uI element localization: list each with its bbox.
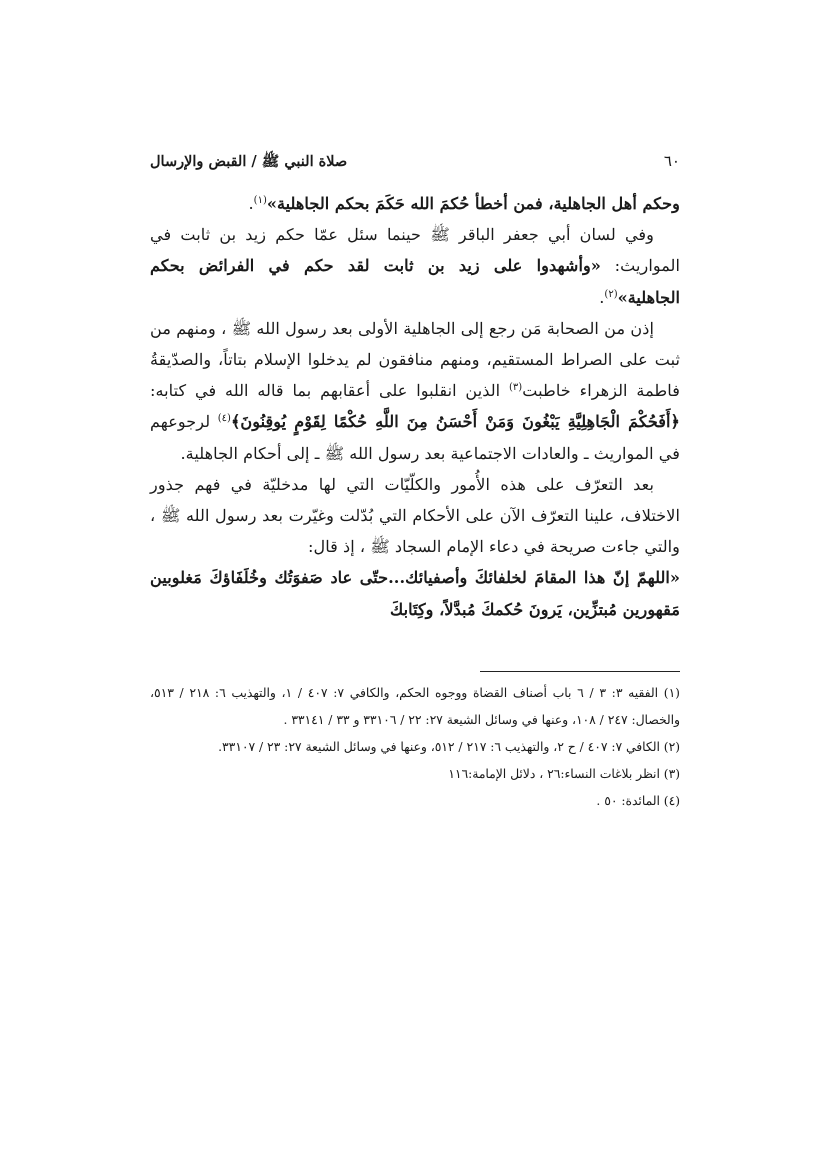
paragraph-2-quote: «وأشهدوا على زيد بن ثابت لقد حكم في الفرائض بحكم الجاهلية» xyxy=(150,256,680,307)
footnotes xyxy=(150,680,680,815)
main-text xyxy=(150,188,680,625)
footnote-2: (٢) الكافي ٧: ٤٠٧ / ح ٢، والتهذيب ٦: ٢١٧ / ٥١٢، وعنها في وسائل الشيعة ٢٧: ٢٣ / ٣٣١٠٧. xyxy=(218,739,680,754)
paragraph-3-part-2: الذين انقلبوا على أعقابهم بما قاله الله في كتابه: xyxy=(150,381,509,401)
footnote-ref-1: (١) xyxy=(253,195,267,206)
footnote-separator xyxy=(480,671,680,672)
footnote-1: (١) الفقيه ٣: ٣ / ٦ باب أصناف القضاة ووجوه الحكم، والكافي ٧: ٤٠٧ / ١، والتهذيب ٦: ٢١٨ / ٥١٣، والخصال: ٢٤٧ / ١٠٨، وعنها في وسائل الشيعة ٢٧: ٢٢ / ٣٣١٠٦ و ٣٣ / ٣٣١٤١ . xyxy=(150,685,680,727)
footnote-3: (٣) انظر بلاغات النساء:٢٦ ، دلائل الإمامة:١١٦ xyxy=(448,766,680,781)
footnote-ref-4: (٤) xyxy=(217,413,231,425)
footnote-ref-3: (٣) xyxy=(509,382,523,394)
paragraph-3-part-1: إذن من الصحابة مَن رجع إلى الجاهلية الأولى بعد رسول الله ﷺ ، ومنهم من ثبت على الصراط المستقيم، ومنهم منافقون لم يدخلوا الإسلام بتاتاً، والصدّيقةُ فاطمة الزهراء خاطبت xyxy=(150,318,680,401)
running-header xyxy=(150,152,680,174)
quote-continuation: وحكم أهل الجاهلية، فمن أخطأ حُكمَ الله حَكَمَ بحكم الجاهلية» xyxy=(266,194,680,213)
footnote-ref-2: (٢) xyxy=(604,288,618,300)
paragraph-4: بعد التعرّف على هذه الأُمور والكلّيّات التي لها مدخليّة في فهم جذور الاختلاف، علينا التعرّف الآن على الأحكام التي بُدّلت وغيّرت بعد رسول الله ﷺ ، والتي جاءت صريحة في دعاء الإمام السجاد ﷺ ، إذ قال: xyxy=(150,474,680,557)
paragraph-2: وفي لسان أبي جعفر الباقر ﷺ حينما سئل عمّا حكم زيد بن ثابت في المواريث: «وأشهدوا على زيد بن ثابت لقد حكم في الفرائض بحكم الجاهلية»$^{(٢)}$. xyxy=(150,225,680,307)
quran-verse: ﴿أَفَحُكْمَ الْجَاهِلِيَّةِ يَبْغُونَ وَمَنْ أَحْسَنُ مِنَ اللَّهِ حُكْمًا لِقَوْمٍ يُوقِنُونَ﴾ xyxy=(230,412,680,432)
paragraph-3 xyxy=(150,313,680,469)
paragraph-2-intro: وفي لسان أبي جعفر الباقر ﷺ حينما سئل عمّا حكم زيد بن ثابت في المواريث: xyxy=(150,225,680,276)
supplication-text: «اللهمّ إنّ هذا المقامَ لخلفائكَ وأصفيائك...حتّى عاد صَفوَتُك وخُلَفَاؤكَ مَغلوبين مَقهورين مُبتزِّين، يَرونَ حُكمكَ مُبدَّلاً، وكِتَابكَ xyxy=(150,568,680,619)
paragraph-3-part-3: لرجوعهم في المواريث ـ والعادات الاجتماعية بعد رسول الله ﷺ ـ إلى أحكام الجاهلية. xyxy=(150,412,680,463)
page-number: ٦٠ xyxy=(663,152,680,170)
paragraph-5-supplication xyxy=(150,562,680,624)
paragraph-1: وحكم أهل الجاهلية، فمن أخطأ حُكمَ الله حَكَمَ بحكم الجاهلية»$^{(١)}$. xyxy=(248,194,680,213)
book-page xyxy=(150,152,680,815)
running-title: صلاة النبي ﷺ / القبض والإرسال xyxy=(150,153,348,170)
footnote-4: (٤) المائدة: ٥٠ . xyxy=(596,793,680,808)
